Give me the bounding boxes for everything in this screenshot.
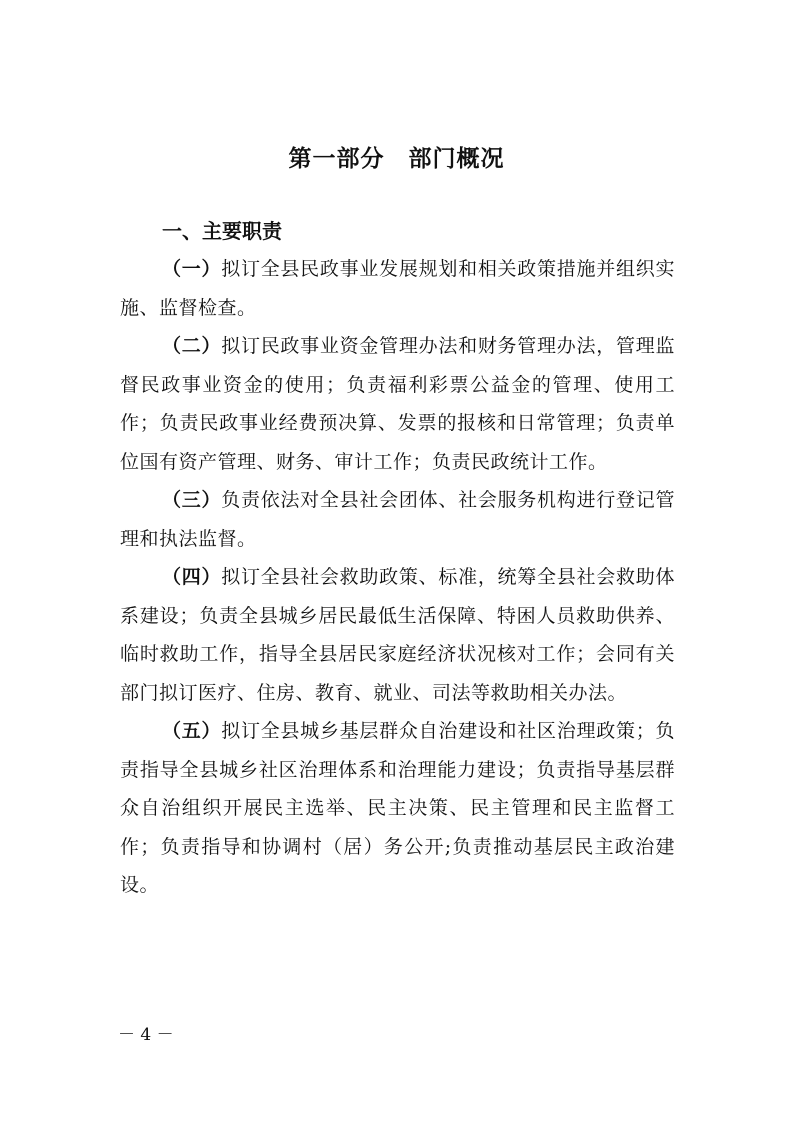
paragraph-number: （二） <box>162 335 222 357</box>
paragraph-text: 拟订民政事业资金管理办法和财务管理办法，管理监督民政事业资金的使用；负责福利彩票公益金的管理、使用工作；负责民政事业经费预决算、发票的报核和日常管理；负责单位国有资产管理、财务、审计工作；负责民政统计工作。 <box>120 335 675 473</box>
paragraph-number: （三） <box>162 489 222 511</box>
section-heading: 一、主要职责 <box>162 219 282 243</box>
paragraph-2 <box>120 327 675 481</box>
paragraph-number: （一） <box>162 258 222 280</box>
page-number: － 4 － <box>118 1025 174 1045</box>
paragraph-text: 负责依法对全县社会团体、社会服务机构进行登记管理和执法监督。 <box>120 489 675 550</box>
paragraph-1 <box>120 250 675 327</box>
page-title: 第一部分 部门概况 <box>288 146 505 172</box>
paragraph-number: （四） <box>162 566 222 588</box>
paragraph-text: 拟订全县城乡基层群众自治建设和社区治理政策；负责指导全县城乡社区治理体系和治理能力建设；负责指导基层群众自治组织开展民主选举、民主决策、民主管理和民主监督工作；负责指导和协调村（居）务公开;负责推动基层民主政治建设。 <box>120 720 675 896</box>
document-body <box>120 212 675 905</box>
paragraph-3 <box>120 481 675 558</box>
paragraph-number: （五） <box>162 720 222 742</box>
paragraph-text: 拟订全县民政事业发展规划和相关政策措施并组织实施、监督检查。 <box>120 258 675 319</box>
paragraph-5 <box>120 712 675 905</box>
paragraph-text: 拟订全县社会救助政策、标准，统筹全县社会救助体系建设；负责全县城乡居民最低生活保障、特困人员救助供养、临时救助工作，指导全县居民家庭经济状况核对工作；会同有关部门拟订医疗、住房、教育、就业、司法等救助相关办法。 <box>120 566 675 704</box>
paragraph-4 <box>120 558 675 712</box>
